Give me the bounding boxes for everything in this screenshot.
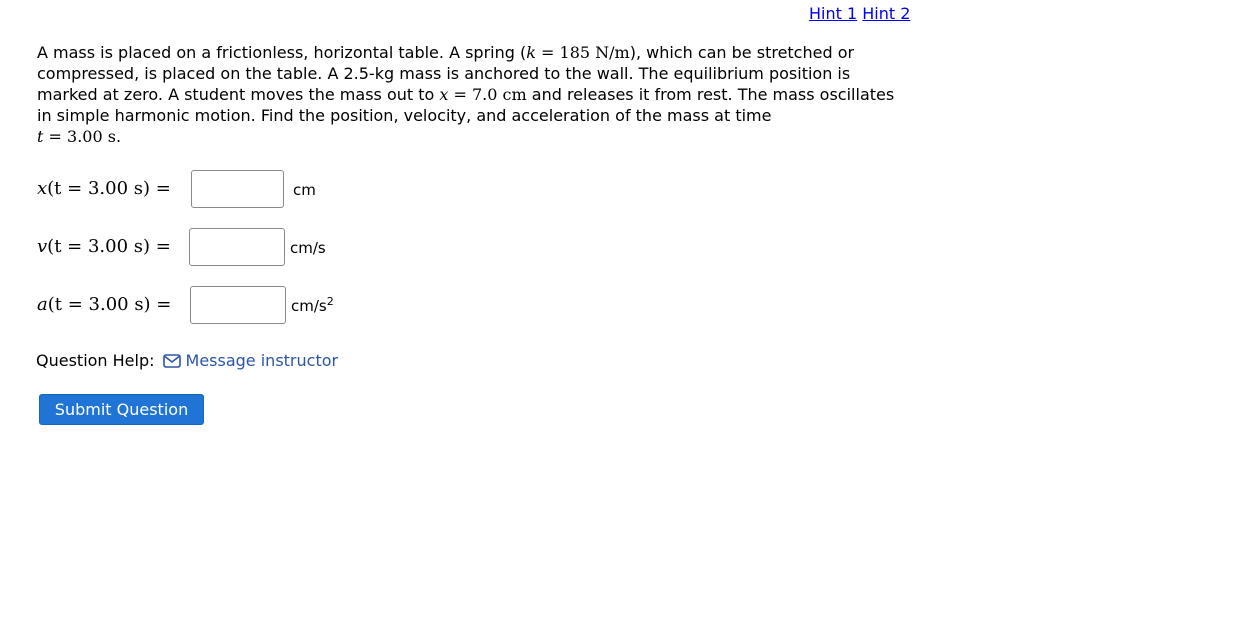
acceleration-label: a(t = 3.00 s) = <box>37 294 172 315</box>
position-answer-row <box>37 170 337 208</box>
envelope-icon <box>163 354 181 368</box>
position-input[interactable] <box>191 170 284 208</box>
velocity-unit: cm/s <box>290 239 326 257</box>
acceleration-unit: $cm/s^2$ <box>291 295 334 315</box>
velocity-label: v(t = 3.00 s) = <box>37 236 171 257</box>
question-text-part: A mass is placed on a frictionless, horizontal table. A spring ( <box>37 43 527 62</box>
question-help <box>36 351 338 370</box>
position-unit: cm <box>293 181 316 199</box>
question-text-part: and releases it from rest. The mass oscillates in simple harmonic motion. Find the position, velocity, and acceleration of the mass at time <box>37 85 895 125</box>
hint-links <box>809 4 910 23</box>
question-text <box>37 42 897 147</box>
displacement-math <box>439 85 526 104</box>
k-equation: = 185 N/m <box>535 43 630 62</box>
hint-2-link[interactable]: Hint 2 <box>862 4 911 23</box>
hint-1-link[interactable]: Hint 1 <box>809 4 858 23</box>
submit-question-button[interactable]: Submit Question <box>39 394 204 425</box>
spring-constant-math <box>526 43 629 62</box>
t-variable: t <box>37 127 44 146</box>
acceleration-input[interactable] <box>190 286 286 324</box>
x-variable: x <box>439 85 449 104</box>
question-text-part: ), which can be stretched or compressed, is placed on the table. A 2.5-kg mass is anchored to the wall. The equilibrium position is marked at zero. A student moves the mass out to <box>37 43 855 104</box>
k-variable: k <box>526 43 536 62</box>
position-label: x(t = 3.00 s) = <box>37 178 171 199</box>
velocity-input[interactable] <box>189 228 285 266</box>
x-equation: = 7.0 cm <box>448 85 527 104</box>
acceleration-answer-row <box>37 286 357 324</box>
velocity-answer-row <box>37 228 357 266</box>
message-instructor-label: Message instructor <box>185 351 339 370</box>
question-help-label: Question Help: <box>36 351 155 370</box>
time-math <box>37 127 121 146</box>
message-instructor-link[interactable] <box>163 351 339 370</box>
t-equation: = 3.00 s. <box>43 127 122 146</box>
